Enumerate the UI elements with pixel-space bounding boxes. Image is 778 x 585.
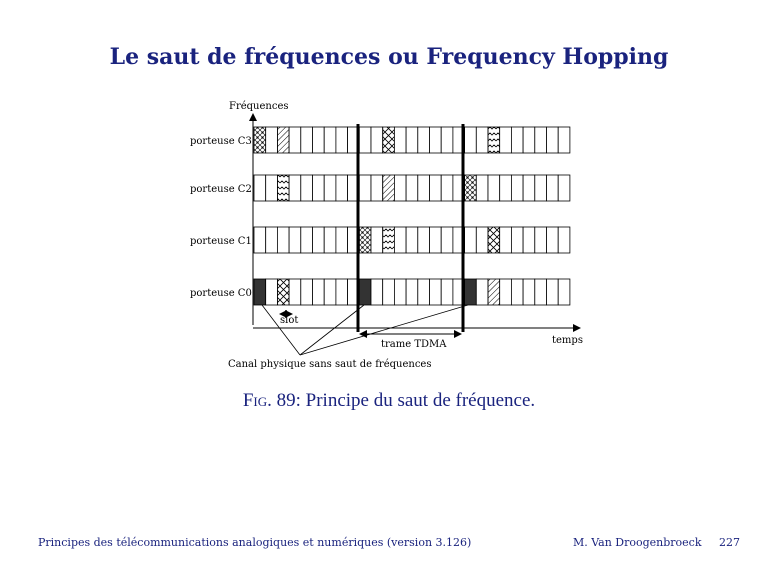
figure-caption — [0, 390, 778, 412]
slot-cell — [523, 175, 535, 201]
slot-cell — [301, 227, 313, 253]
footer-page-number: 227 — [719, 536, 740, 549]
slot-cell — [336, 279, 348, 305]
figure-caption-text: Principe du saut de fréquence. — [305, 390, 536, 411]
slot-cell — [441, 279, 453, 305]
slot-cell — [547, 279, 559, 305]
slot-cell-hatch-x — [383, 127, 395, 153]
slot-cell — [336, 175, 348, 201]
slot-cell — [266, 175, 278, 201]
slot-cell — [359, 175, 371, 201]
slot-cell — [511, 175, 523, 201]
slot-cell-hatch-diag — [383, 175, 395, 201]
slot-cell — [324, 175, 336, 201]
slot-cell — [500, 175, 512, 201]
slot-cell — [523, 227, 535, 253]
slot-cell — [406, 279, 418, 305]
slot-cell — [465, 227, 477, 253]
slot-cell-hatch-diag — [277, 127, 289, 153]
slot-cell — [313, 227, 325, 253]
slot-cell — [558, 227, 570, 253]
slot-cell — [371, 175, 383, 201]
footer-author: M. Van Droogenbroeck — [572, 536, 702, 549]
figure-number: Fig. 89: — [242, 390, 301, 411]
slot-cell — [371, 227, 383, 253]
slot-cell — [488, 175, 500, 201]
slot-cell — [301, 127, 313, 153]
slot-cell — [301, 175, 313, 201]
slot-cell — [535, 175, 547, 201]
slot-cell — [277, 227, 289, 253]
slot-cell — [266, 227, 278, 253]
slot-cell — [313, 175, 325, 201]
slot-cell-hatch-wave — [277, 175, 289, 201]
slot-cell — [441, 175, 453, 201]
slot-cell — [511, 279, 523, 305]
slot-cell — [476, 127, 488, 153]
frequency-hopping-diagram — [0, 90, 778, 380]
slot-cell-hatch-diag — [488, 279, 500, 305]
slot-cell — [511, 227, 523, 253]
slot-cell — [430, 127, 442, 153]
slot-cell — [289, 227, 301, 253]
slot-cell — [324, 227, 336, 253]
slot-cell-solid — [465, 279, 477, 305]
slot-cell — [430, 175, 442, 201]
slot-cell — [500, 127, 512, 153]
carrier-rows — [190, 127, 570, 305]
slot-cell — [394, 127, 406, 153]
slot-cell — [383, 279, 395, 305]
slot-cell — [500, 279, 512, 305]
slot-cell — [324, 279, 336, 305]
slot-cell-solid — [359, 279, 371, 305]
slot-cell — [394, 175, 406, 201]
slot-cell — [535, 127, 547, 153]
slot-cell — [313, 127, 325, 153]
slot-cell — [547, 227, 559, 253]
slot-cell — [266, 279, 278, 305]
slot-cell — [535, 227, 547, 253]
slot-cell — [476, 227, 488, 253]
physical-channel-label: Canal physique sans saut de fréquences — [228, 359, 432, 370]
slot-cell — [476, 279, 488, 305]
slot-cell — [301, 279, 313, 305]
tdma-frame-label: trame TDMA — [381, 339, 447, 350]
slot-cell — [289, 279, 301, 305]
slot-cell — [266, 127, 278, 153]
slot-cell-hatch-x — [488, 227, 500, 253]
slot-cell — [324, 127, 336, 153]
slot-cell-hatch-cross — [254, 127, 266, 153]
slot-cell — [558, 175, 570, 201]
slot-cell — [359, 127, 371, 153]
slot-cell — [313, 279, 325, 305]
x-axis-label: temps — [552, 335, 583, 346]
slot-cell — [465, 127, 477, 153]
channel-pointer-1 — [262, 305, 300, 355]
slot-cell — [430, 279, 442, 305]
carrier-label: porteuse C1 — [190, 236, 252, 247]
slot-cell — [558, 279, 570, 305]
slot-cell — [441, 127, 453, 153]
slot-cell — [418, 127, 430, 153]
slot-cell — [535, 279, 547, 305]
slot-cell — [336, 227, 348, 253]
slot-cell — [371, 127, 383, 153]
slot-cell — [254, 227, 266, 253]
slot-cell — [441, 227, 453, 253]
channel-pointer-2 — [300, 305, 364, 355]
slot-cell — [394, 227, 406, 253]
slot-cell — [511, 127, 523, 153]
slot-cell — [418, 175, 430, 201]
slide-title: Le saut de fréquences ou Frequency Hopping — [109, 44, 669, 70]
slot-cell-solid — [254, 279, 266, 305]
slot-cell — [558, 127, 570, 153]
y-axis-label: Fréquences — [229, 101, 289, 112]
slot-cell — [254, 175, 266, 201]
slot-cell — [394, 279, 406, 305]
slot-cell — [289, 175, 301, 201]
carrier-label: porteuse C0 — [190, 288, 252, 299]
carrier-label: porteuse C2 — [190, 184, 252, 195]
slot-cell — [547, 127, 559, 153]
slot-cell — [406, 175, 418, 201]
slot-cell-hatch-cross — [359, 227, 371, 253]
slot-cell-hatch-wave — [383, 227, 395, 253]
slot-cell — [430, 227, 442, 253]
slot-cell — [406, 127, 418, 153]
footer-course-title: Principes des télécommunications analogiques et numériques (version 3.126) — [38, 536, 472, 549]
slot-cell — [418, 279, 430, 305]
slot-label: slot — [280, 315, 299, 326]
slot-cell — [500, 227, 512, 253]
slot-cell — [523, 279, 535, 305]
footer-right — [559, 536, 740, 549]
carrier-label: porteuse C3 — [190, 136, 252, 147]
slot-cell — [336, 127, 348, 153]
slot-cell — [289, 127, 301, 153]
slot-cell-hatch-wave — [488, 127, 500, 153]
slot-cell — [418, 227, 430, 253]
slot-cell — [523, 127, 535, 153]
slot-cell — [476, 175, 488, 201]
slot-cell-hatch-x — [277, 279, 289, 305]
slot-cell-hatch-cross — [465, 175, 477, 201]
slot-cell — [406, 227, 418, 253]
slot-cell — [371, 279, 383, 305]
slot-cell — [547, 175, 559, 201]
